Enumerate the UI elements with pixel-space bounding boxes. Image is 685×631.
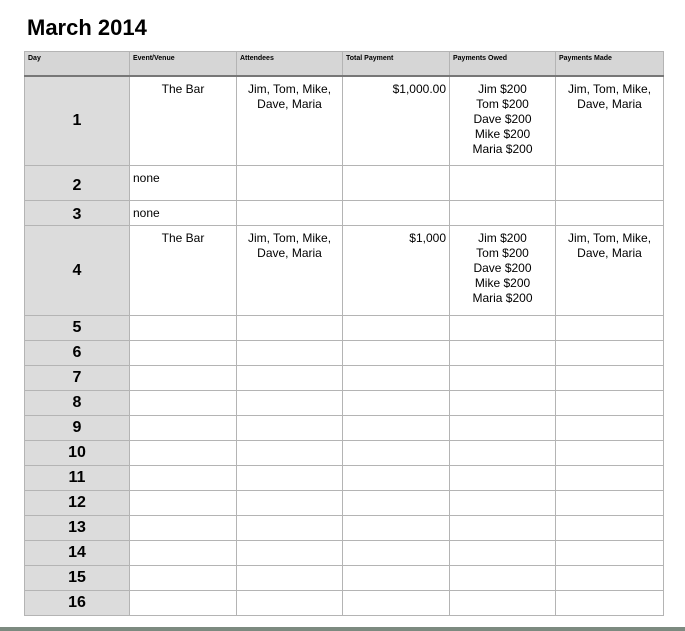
- payments-made-cell[interactable]: [556, 226, 664, 316]
- attendees-cell[interactable]: [237, 391, 343, 416]
- cell-line: Dave $200: [473, 111, 532, 126]
- table-row: [25, 341, 664, 366]
- total-payment-cell[interactable]: [343, 366, 450, 391]
- day-cell[interactable]: 2: [25, 166, 130, 201]
- header-row: [25, 52, 664, 76]
- payments-owed-cell[interactable]: [450, 316, 556, 341]
- payments-owed-cell[interactable]: [450, 491, 556, 516]
- payments-owed-cell[interactable]: [450, 541, 556, 566]
- header-payments-owed[interactable]: Payments Owed: [450, 52, 556, 76]
- attendees-cell[interactable]: [237, 201, 343, 226]
- total-payment-cell[interactable]: [343, 201, 450, 226]
- event-cell[interactable]: [130, 341, 237, 366]
- payments-owed-cell[interactable]: [450, 166, 556, 201]
- event-cell[interactable]: [130, 541, 237, 566]
- payments-made-cell[interactable]: [556, 416, 664, 441]
- payments-made-cell[interactable]: [556, 441, 664, 466]
- event-cell[interactable]: [130, 466, 237, 491]
- attendees-cell[interactable]: [237, 566, 343, 591]
- header-day[interactable]: Day: [25, 52, 130, 76]
- payments-made-cell[interactable]: [556, 341, 664, 366]
- cell-line: Tom $200: [476, 96, 529, 111]
- table-row: [25, 366, 664, 391]
- event-cell[interactable]: [130, 416, 237, 441]
- payments-owed-cell[interactable]: [450, 341, 556, 366]
- cell-line: Jim, Tom, Mike,: [567, 81, 652, 96]
- event-cell[interactable]: [130, 366, 237, 391]
- attendees-cell[interactable]: [237, 166, 343, 201]
- attendees-cell[interactable]: [237, 416, 343, 441]
- event-cell[interactable]: none: [130, 201, 237, 226]
- event-cell[interactable]: [130, 516, 237, 541]
- table-row: [25, 516, 664, 541]
- cell-line: Maria $200: [472, 291, 533, 305]
- day-cell[interactable]: 6: [25, 341, 130, 366]
- day-cell[interactable]: 13: [25, 516, 130, 541]
- total-payment-cell[interactable]: [343, 466, 450, 491]
- event-cell[interactable]: [130, 591, 237, 616]
- payments-owed-cell[interactable]: [450, 466, 556, 491]
- event-cell[interactable]: [130, 316, 237, 341]
- day-cell[interactable]: 3: [25, 201, 130, 226]
- table-row: [25, 316, 664, 341]
- cell-line: Jim, Tom, Mike,: [567, 231, 652, 245]
- payments-made-cell[interactable]: [556, 76, 664, 166]
- payments-owed-cell[interactable]: [450, 516, 556, 541]
- header-event-venue[interactable]: Event/Venue: [130, 52, 237, 76]
- total-payment-cell[interactable]: [343, 416, 450, 441]
- event-cell[interactable]: [130, 391, 237, 416]
- attendees-cell[interactable]: [237, 76, 343, 166]
- attendees-cell[interactable]: [237, 466, 343, 491]
- total-payment-cell[interactable]: [343, 391, 450, 416]
- total-payment-cell[interactable]: $1,000.00: [343, 76, 450, 166]
- table-row: [25, 166, 664, 201]
- total-payment-cell[interactable]: [343, 516, 450, 541]
- total-payment-cell[interactable]: [343, 541, 450, 566]
- attendees-cell[interactable]: [237, 441, 343, 466]
- cell-line: Jim, Tom, Mike,: [247, 231, 332, 245]
- total-payment-cell[interactable]: [343, 441, 450, 466]
- payments-made-cell[interactable]: [556, 366, 664, 391]
- cell-line: Jim $200: [478, 81, 527, 96]
- day-cell[interactable]: 8: [25, 391, 130, 416]
- payments-made-cell[interactable]: [556, 566, 664, 591]
- event-cell[interactable]: [130, 441, 237, 466]
- attendees-cell[interactable]: [237, 316, 343, 341]
- total-payment-cell[interactable]: [343, 591, 450, 616]
- payments-owed-cell[interactable]: [450, 441, 556, 466]
- cell-line: Tom $200: [476, 246, 529, 260]
- day-cell[interactable]: 15: [25, 566, 130, 591]
- payments-made-cell[interactable]: [556, 316, 664, 341]
- window-bottom-edge: [0, 627, 685, 631]
- header-total-payment[interactable]: Total Payment: [343, 52, 450, 76]
- payments-made-cell[interactable]: [556, 466, 664, 491]
- cell-line: Dave, Maria: [577, 96, 642, 111]
- payments-owed-cell[interactable]: [450, 201, 556, 226]
- total-payment-cell[interactable]: [343, 341, 450, 366]
- day-cell[interactable]: 5: [25, 316, 130, 341]
- attendees-cell[interactable]: [237, 541, 343, 566]
- payments-made-cell[interactable]: [556, 491, 664, 516]
- attendees-cell[interactable]: [237, 516, 343, 541]
- cell-line: Maria $200: [472, 141, 533, 156]
- day-cell[interactable]: 4: [25, 226, 130, 316]
- payments-made-cell[interactable]: [556, 516, 664, 541]
- day-cell[interactable]: 12: [25, 491, 130, 516]
- cell-line: Dave, Maria: [577, 246, 642, 260]
- total-payment-cell[interactable]: [343, 491, 450, 516]
- attendees-cell[interactable]: [237, 491, 343, 516]
- page-title: March 2014: [27, 15, 147, 40]
- day-cell[interactable]: 10: [25, 441, 130, 466]
- day-cell[interactable]: 14: [25, 541, 130, 566]
- payments-owed-cell[interactable]: [450, 591, 556, 616]
- day-cell[interactable]: 7: [25, 366, 130, 391]
- table-row: [25, 466, 664, 491]
- header-payments-made[interactable]: Payments Made: [556, 52, 664, 76]
- event-cell[interactable]: none: [130, 166, 237, 201]
- payments-made-cell[interactable]: [556, 201, 664, 226]
- cell-line: Jim $200: [478, 231, 527, 245]
- event-cell[interactable]: [130, 491, 237, 516]
- payments-owed-cell[interactable]: [450, 391, 556, 416]
- table-row: [25, 391, 664, 416]
- day-cell[interactable]: 11: [25, 466, 130, 491]
- payments-owed-cell[interactable]: [450, 226, 556, 316]
- cell-line: Mike $200: [474, 126, 531, 141]
- attendees-cell[interactable]: [237, 591, 343, 616]
- payments-owed-cell[interactable]: [450, 566, 556, 591]
- payments-made-cell[interactable]: [556, 541, 664, 566]
- total-payment-cell[interactable]: $1,000: [343, 226, 450, 316]
- payments-owed-cell[interactable]: [450, 366, 556, 391]
- day-cell[interactable]: 1: [25, 76, 130, 166]
- cell-line: Dave, Maria: [257, 96, 322, 111]
- cell-line: Mike $200: [474, 276, 531, 290]
- payments-made-cell[interactable]: [556, 391, 664, 416]
- total-payment-cell[interactable]: [343, 566, 450, 591]
- cell-line: Dave $200: [473, 261, 532, 275]
- table-row: [25, 76, 664, 166]
- total-payment-cell[interactable]: [343, 166, 450, 201]
- payments-made-cell[interactable]: [556, 591, 664, 616]
- table-row: [25, 226, 664, 316]
- payments-made-cell[interactable]: [556, 166, 664, 201]
- total-payment-cell[interactable]: [343, 316, 450, 341]
- event-cell[interactable]: The Bar: [130, 76, 237, 166]
- header-attendees[interactable]: Attendees: [237, 52, 343, 76]
- table-row: [25, 416, 664, 441]
- table-row: [25, 566, 664, 591]
- attendees-cell[interactable]: [237, 366, 343, 391]
- event-cell[interactable]: The Bar: [130, 226, 237, 316]
- event-cell[interactable]: [130, 566, 237, 591]
- attendees-cell[interactable]: [237, 226, 343, 316]
- day-cell[interactable]: 9: [25, 416, 130, 441]
- table-row: [25, 441, 664, 466]
- day-cell[interactable]: 16: [25, 591, 130, 616]
- cell-line: Jim, Tom, Mike,: [247, 81, 332, 96]
- attendees-cell[interactable]: [237, 341, 343, 366]
- payments-owed-cell[interactable]: [450, 416, 556, 441]
- payments-owed-cell[interactable]: [450, 76, 556, 166]
- table-row: [25, 201, 664, 226]
- spreadsheet-table: [24, 51, 664, 616]
- table-row: [25, 591, 664, 616]
- table-row: [25, 491, 664, 516]
- table-row: [25, 541, 664, 566]
- cell-line: Dave, Maria: [257, 246, 322, 260]
